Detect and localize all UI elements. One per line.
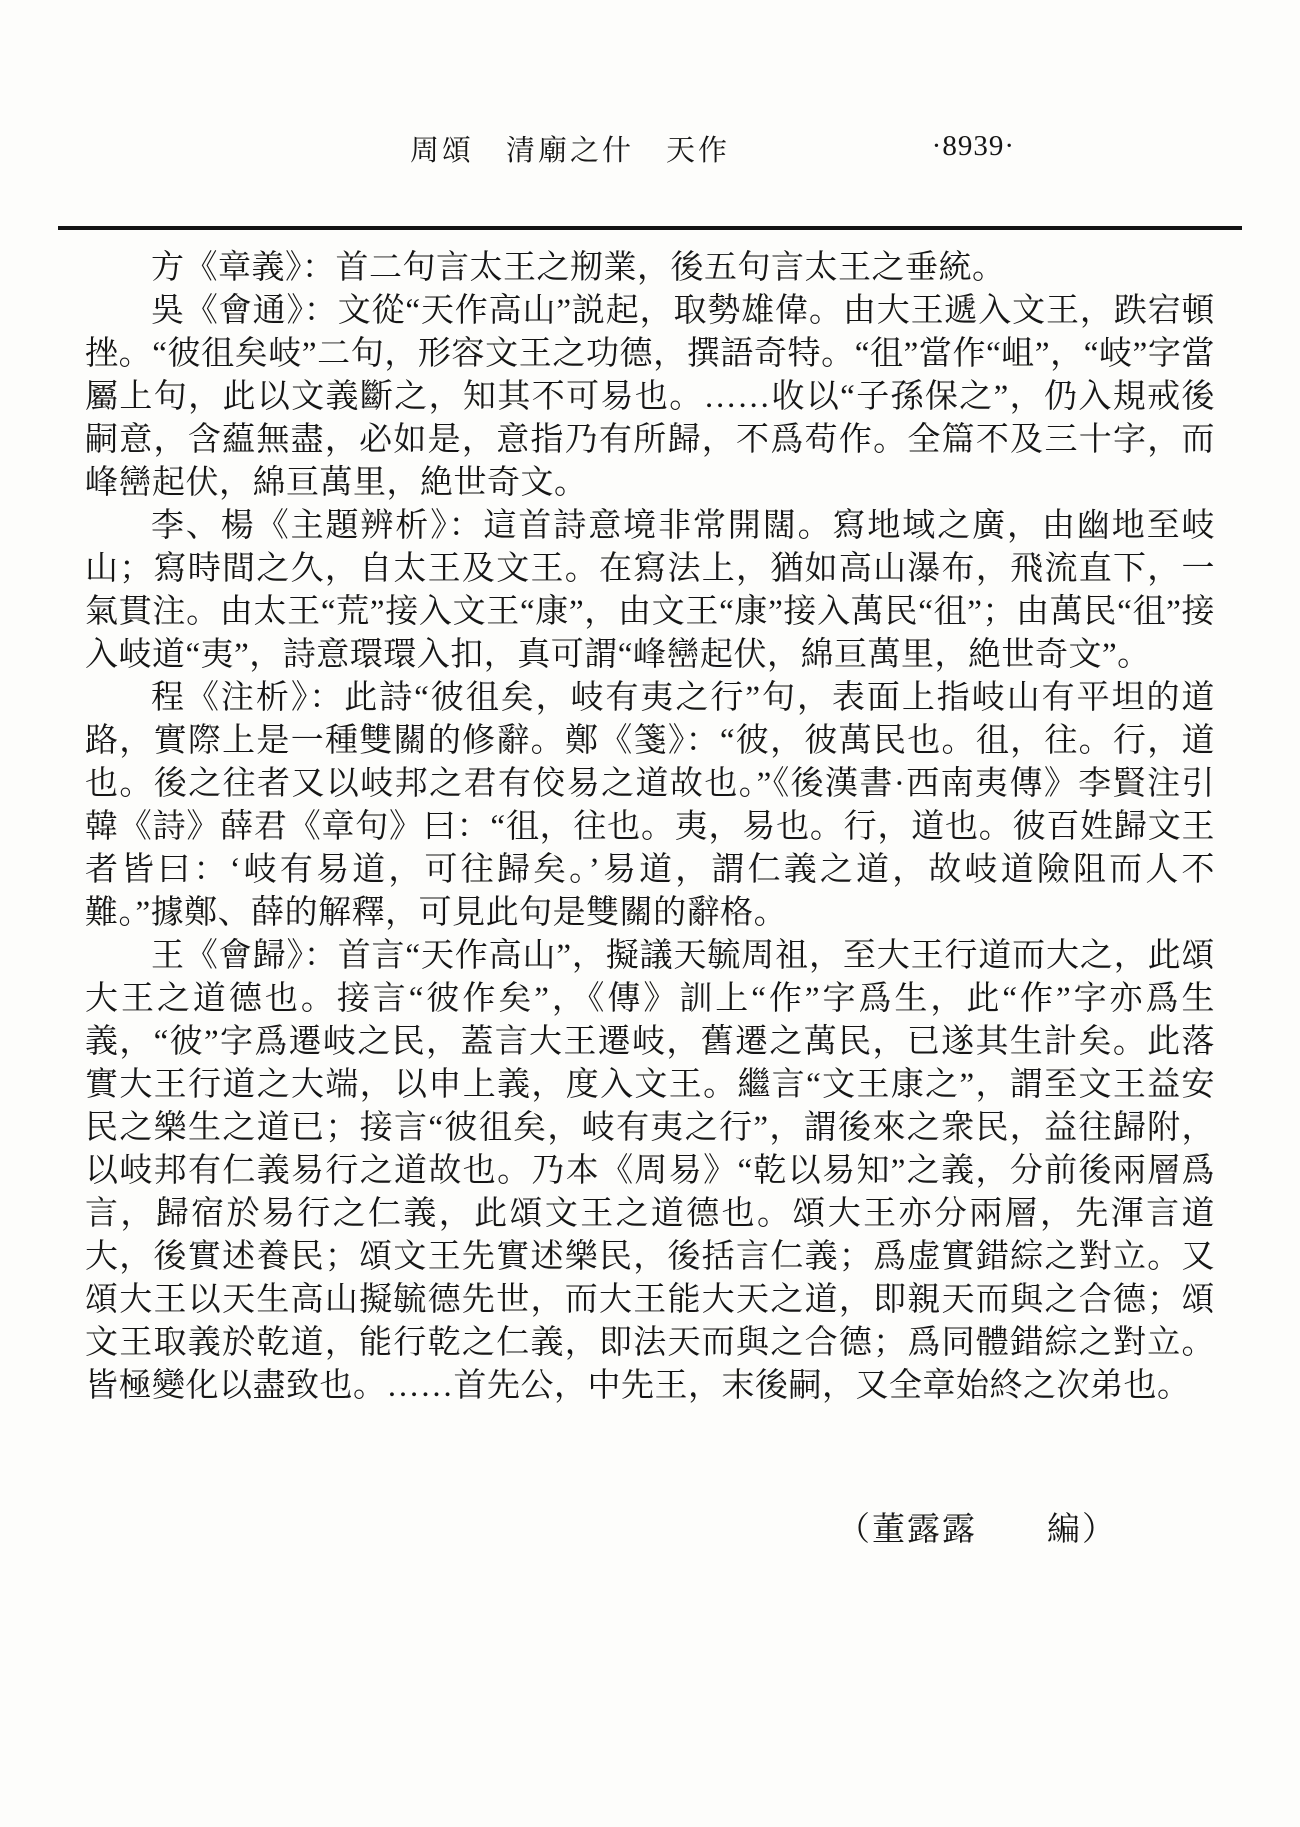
page-number: ·8939· bbox=[931, 130, 1015, 162]
page-header-title: 周頌 清廟之什 天作 bbox=[409, 135, 730, 167]
editor-credit: （董露露 編） bbox=[837, 1512, 1117, 1548]
paragraph-cheng-zhuxi: 程《注析》：此詩“彼徂矣，岐有夷之行”句，表面上指岐山有平坦的道路，實際上是一種雙關的修辭。鄭《箋》：“彼，彼萬民也。徂，往。行，道也。後之往者又以岐邦之君有佼易之道故也。”《後漢書·西南夷傳》李賢注引韓《詩》薛君《章句》曰：“徂，往也。夷，易也。行，道也。彼百姓歸文王者皆曰：‘岐有易道，可往歸矣。’易道，謂仁義之道，故岐道險阻而人不難。”據鄭、薛的解釋，可見此句是雙關的辭格。 bbox=[85, 680, 1215, 931]
paragraph-fang-zhangyi: 方《章義》：首二句言太王之剏業，後五句言太王之垂統。 bbox=[151, 250, 1006, 286]
header-rule bbox=[58, 226, 1242, 230]
running-header bbox=[85, 128, 1215, 170]
paragraph-wu-huitong: 吳《會通》：文從“天作高山”説起，取勢雄偉。由大王遞入文王，跌宕頓挫。“彼徂矣岐”二句，形容文王之功德，撰語奇特。“徂”當作“岨”，“岐”字當屬上句，此以文義斷之，知其不可易也。……收以“子孫保之”，仍入規戒後嗣意，含藴無盡，必如是，意指乃有所歸，不爲苟作。全篇不及三十字，而峰巒起伏，綿亘萬里，絶世奇文。 bbox=[85, 293, 1215, 501]
commentary-text bbox=[85, 247, 1215, 1408]
paragraph-wang-huigui: 王《會歸》：首言“天作高山”，擬議天毓周祖，至大王行道而大之，此頌大王之道德也。接言“彼作矣”，《傳》訓上“作”字爲生，此“作”字亦爲生義，“彼”字爲遷岐之民，蓋言大王遷岐，舊遷之萬民，已遂其生計矣。此落實大王行道之大端，以申上義，度入文王。繼言“文王康之”，謂至文王益安民之樂生之道已；接言“彼徂矣，岐有夷之行”，謂後來之衆民，益往歸附，以岐邦有仁義易行之道故也。乃本《周易》“乾以易知”之義，分前後兩層爲言，歸宿於易行之仁義，此頌文王之道德也。頌大王亦分兩層，先渾言道大，後實述養民；頌文王先實述樂民，後括言仁義；爲虚實錯綜之對立。又頌大王以天生高山擬毓德先世，而大王能大天之道，即親天而與之合德；頌文王取義於乾道，能行乾之仁義，即法天而與之合德；爲同體錯綜之對立。皆極變化以盡致也。……首先公，中先王，末後嗣，又全章始終之次弟也。 bbox=[85, 938, 1215, 1404]
paragraph-liyang-zhutibianxi: 李、楊《主題辨析》：這首詩意境非常開闊。寫地域之廣，由幽地至岐山；寫時間之久，自太王及文王。在寫法上，猶如高山瀑布，飛流直下，一氣貫注。由太王“荒”接入文王“康”，由文王“康”接入萬民“徂”；由萬民“徂”接入岐道“夷”，詩意環環入扣，真可謂“峰巒起伏，綿亘萬里，絶世奇文”。 bbox=[85, 508, 1215, 673]
